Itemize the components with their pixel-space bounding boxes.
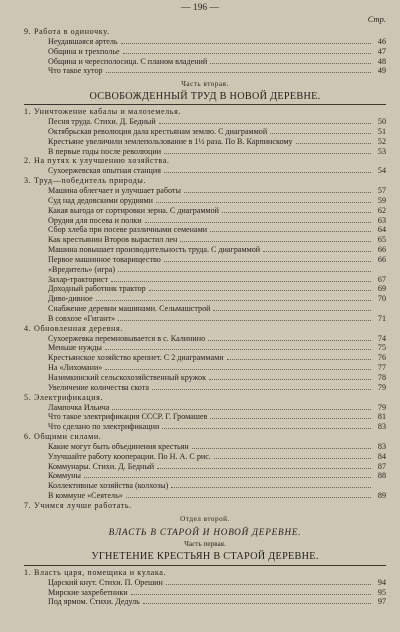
entry-page: 47 [377, 46, 386, 56]
dot-leader [157, 468, 371, 469]
toc-entry [24, 137, 386, 147]
entry-title: В совхозе «Гигант» [48, 313, 116, 323]
dot-leader [159, 123, 371, 124]
toc-entry [24, 275, 386, 285]
toc-entry [24, 225, 386, 235]
toc-entry [24, 196, 386, 206]
toc-entry [24, 403, 386, 413]
toc-entry [24, 206, 386, 216]
division2-part-title: УГНЕТЕНИЕ КРЕСТЬЯН В СТАРОЙ ДЕРЕВНЕ. [91, 550, 319, 562]
dot-leader [208, 340, 371, 341]
toc-section-heading: 1. Уничтожение кабалы и малоземелья. [24, 107, 182, 117]
toc-entry [24, 255, 386, 265]
entry-page: 75 [377, 343, 386, 353]
dot-leader [106, 72, 371, 73]
entry-title: Коммунары. Стихи. Д. Бедный [48, 461, 155, 471]
dot-leader [143, 603, 371, 604]
entry-title: Что такое хутор [48, 66, 103, 76]
entry-page: 87 [377, 461, 386, 471]
part2-sections [24, 107, 386, 511]
entry-title: В первые годы после революции [48, 146, 162, 156]
section-title: Электрификация. [34, 392, 104, 402]
entry-title: Сухоержевская опытная станция [48, 166, 161, 176]
toc-section-heading: 6. Общими силами. [24, 432, 102, 442]
entry-page: 76 [377, 353, 386, 363]
entry-page: 83 [377, 441, 386, 451]
entry-title: Неудавшаяся артель [48, 36, 118, 46]
toc-entry [24, 597, 386, 607]
entry-title: На «Лихомани» [48, 363, 103, 373]
dot-leader [213, 310, 371, 311]
toc-entry [24, 66, 386, 76]
entry-page: 70 [377, 294, 386, 304]
entry-page: 63 [377, 215, 386, 225]
entry-page: 94 [377, 577, 386, 587]
entry-page: 84 [377, 451, 386, 461]
toc-section-heading: 7. Учимся лучше работать. [24, 500, 132, 510]
toc-entry [24, 334, 386, 344]
toc-section-heading: 2. На путях к улучшению хозяйства. [24, 156, 170, 166]
entry-page: 83 [377, 422, 386, 432]
toc-entry [24, 47, 386, 57]
toc-entry [24, 235, 386, 245]
entry-title: Что такое электрификация СССР. Г. Громашев [48, 412, 208, 422]
dot-leader [184, 192, 371, 193]
entry-title: Машина повышает производительность труда. С диаграммой [48, 245, 261, 255]
dot-leader [84, 477, 371, 478]
entry-page: 79 [377, 382, 386, 392]
entry-title: Община и трехполье [48, 46, 120, 56]
entry-page: 97 [377, 597, 386, 607]
entry-title: Диво-дивное [48, 294, 93, 304]
part2-rule [24, 104, 386, 105]
toc-entry [24, 481, 386, 491]
toc-entry [24, 363, 386, 373]
entry-page: 66 [377, 254, 386, 264]
entry-page: 78 [377, 373, 386, 382]
toc-entry [24, 353, 386, 363]
entry-page: 77 [377, 363, 386, 373]
toc-entry [24, 578, 386, 588]
page-column-header: Стр. [367, 14, 386, 24]
toc-entry [24, 304, 386, 314]
dot-leader [222, 212, 371, 213]
toc-entry [24, 294, 386, 304]
entry-page: 48 [377, 56, 386, 66]
entry-page: 65 [377, 235, 386, 245]
page-number: — 196 — [181, 3, 219, 13]
toc-entry [24, 314, 386, 324]
entry-page: 51 [377, 126, 386, 136]
entry-page: 89 [377, 491, 386, 501]
dot-leader [118, 271, 371, 272]
entry-page: 49 [377, 66, 386, 76]
toc-entry [24, 127, 386, 137]
entry-page: 52 [377, 136, 386, 146]
entry-title: Меньше нужды [48, 343, 102, 353]
entry-title: Крестьяне увеличили землепользование в 1½ раза. По В. Карпинскому [48, 136, 293, 146]
dot-leader [164, 153, 371, 154]
toc-entry [24, 462, 386, 472]
entry-page: 62 [377, 205, 386, 215]
entry-title: «Вредитель» (игра) [48, 264, 116, 274]
entry-page: 46 [377, 36, 386, 46]
toc-entry [24, 471, 386, 481]
section-title: Общими силами. [34, 432, 102, 442]
dot-leader [162, 428, 371, 429]
dot-leader [227, 359, 371, 360]
division2-rule [24, 565, 386, 566]
entry-title: Доходный работник трактор [48, 284, 146, 294]
entry-title: Октябрьская революция дала крестьянам землю. С диаграммой [48, 126, 268, 136]
entry-title: Община и чересполосица. С планом владений [48, 56, 208, 66]
entry-page: 66 [377, 245, 386, 255]
entry-title: Снабжение деревни машинами. Сельмашстрой [48, 304, 211, 314]
toc-entry [24, 117, 386, 127]
dot-leader [296, 143, 371, 144]
part2-title: ОСВОБОЖДЕННЫЙ ТРУД В НОВОЙ ДЕРЕВНЕ. [89, 91, 321, 103]
division2-label: Отдел второй. [180, 514, 230, 523]
entry-title: Суд над дедовскими орудиями [48, 195, 153, 205]
dot-leader [149, 290, 371, 291]
toc-section-heading: 3. Труд—победитель природы. [24, 176, 147, 186]
toc-content [24, 27, 386, 607]
dot-leader [126, 497, 371, 498]
toc-section-heading: 4. Обновленная деревня. [24, 323, 123, 333]
dot-leader [105, 349, 371, 350]
section-title: Работа в одиночку. [34, 27, 110, 36]
section-title: На путях к улучшению хозяйства. [34, 156, 170, 166]
toc-entry [24, 216, 386, 226]
entry-page: 79 [377, 402, 386, 412]
entry-title: В коммуне «Сеятель» [48, 491, 123, 501]
dot-leader [164, 172, 371, 173]
entry-title: Коммуны [48, 471, 81, 481]
entry-page: 95 [377, 587, 386, 597]
dot-leader [123, 53, 371, 54]
dot-leader [152, 389, 371, 390]
toc-entry [24, 383, 386, 393]
entry-page: 74 [377, 333, 386, 343]
entry-page: 53 [377, 146, 386, 156]
entry-title: Что сделано по электрификации [48, 422, 160, 432]
toc-section-heading: 9. Работа в одиночку. [24, 27, 110, 36]
entry-title: Увеличение количества скота [48, 382, 149, 392]
entry-title: Улучшайте работу кооперации. По Н. А. С рис. [48, 451, 211, 461]
part1-tail [24, 27, 386, 76]
dot-leader [164, 261, 371, 262]
division2-sections [24, 568, 386, 607]
entry-title: Назимкинский сельскохозяйственный кружок [48, 373, 207, 382]
dot-leader [156, 202, 371, 203]
entry-page: 64 [377, 225, 386, 235]
part2-label: Часть вторая. [181, 80, 229, 89]
entry-page: 67 [377, 274, 386, 284]
toc-entry [24, 343, 386, 353]
toc-entry [24, 57, 386, 67]
entry-title: Мирские захребетники [48, 587, 128, 597]
toc-entry [24, 245, 386, 255]
entry-title: Сухоержевка перемновывается в с. Калинино [48, 333, 206, 343]
section-title: Труд—победитель природы. [34, 176, 147, 186]
entry-title: Царский кнут. Стихи. П. Орешин [48, 577, 163, 587]
entry-page: 81 [377, 412, 386, 422]
entry-page: 54 [377, 166, 386, 176]
section-title: Учимся лучше работать. [34, 500, 132, 510]
entry-page: 88 [377, 471, 386, 481]
dot-leader [105, 369, 371, 370]
toc-entry [24, 37, 386, 47]
dot-leader [263, 251, 371, 252]
entry-page: 57 [377, 185, 386, 195]
dot-leader [210, 63, 371, 64]
toc-entry [24, 166, 386, 176]
dot-leader [210, 418, 371, 419]
dot-leader [192, 448, 371, 449]
entry-title: Первое машинное товарищество [48, 254, 161, 264]
entry-title: Под ярмом. Стихи. Дедуль [48, 597, 140, 607]
dot-leader [171, 487, 371, 488]
dot-leader [209, 379, 371, 380]
toc-entry [24, 284, 386, 294]
dot-leader [214, 458, 371, 459]
dot-leader [270, 133, 371, 134]
entry-page: 71 [377, 313, 386, 323]
dot-leader [96, 300, 371, 301]
toc-entry [24, 588, 386, 598]
entry-page: 59 [377, 195, 386, 205]
dot-leader [111, 281, 371, 282]
entry-title: Орудия для посева и полки [48, 215, 142, 225]
dot-leader [210, 231, 371, 232]
toc-entry [24, 147, 386, 157]
toc-entry [24, 412, 386, 422]
toc-entry [24, 452, 386, 462]
section-title: Уничтожение кабалы и малоземелья. [34, 107, 182, 117]
toc-entry [24, 442, 386, 452]
entry-title: Машина облегчает и улучшает работы [48, 185, 181, 195]
dot-leader [180, 241, 371, 242]
section-title: Обновленная деревня. [34, 323, 123, 333]
entry-title: Песня труда. Стихи. Д. Бедный [48, 117, 156, 127]
toc-entry [24, 422, 386, 432]
dot-leader [112, 409, 371, 410]
dot-leader [166, 584, 371, 585]
dot-leader [118, 320, 371, 321]
entry-title: Лампочка Ильича [48, 402, 110, 412]
dot-leader [145, 222, 371, 223]
entry-title: Какие могут быть объединения крестьян [48, 441, 189, 451]
toc-entry [24, 265, 386, 275]
entry-title: Крестьянское хозяйство крепнет. С 2 диаграммами [48, 353, 224, 363]
entry-title: Захар-тракторист [48, 274, 109, 284]
toc-entry [24, 186, 386, 196]
dot-leader [121, 43, 371, 44]
toc-section-heading: 1. Власть царя, помещика и кулака. [24, 567, 167, 577]
entry-title: Как крестьянин Второв вырастил лен [48, 235, 178, 245]
entry-title: Коллективные хозяйства (колхозы) [48, 481, 169, 491]
dot-leader [131, 594, 371, 595]
toc-section-heading: 5. Электрификация. [24, 392, 104, 402]
entry-title: Сбор хлеба при посеве различными семенами [48, 225, 208, 235]
entry-page: 69 [377, 284, 386, 294]
entry-page: 50 [377, 117, 386, 127]
toc-entry [24, 373, 386, 383]
section-title: Власть царя, помещика и кулака. [34, 567, 167, 577]
entry-title: Какая выгода от сортировки зерна. С диаграммой [48, 205, 219, 215]
toc-entry [24, 491, 386, 501]
division2-part-label: Часть первая. [184, 539, 226, 548]
division2-title: ВЛАСТЬ В СТАРОЙ И НОВОЙ ДЕРЕВНЕ. [108, 526, 302, 537]
